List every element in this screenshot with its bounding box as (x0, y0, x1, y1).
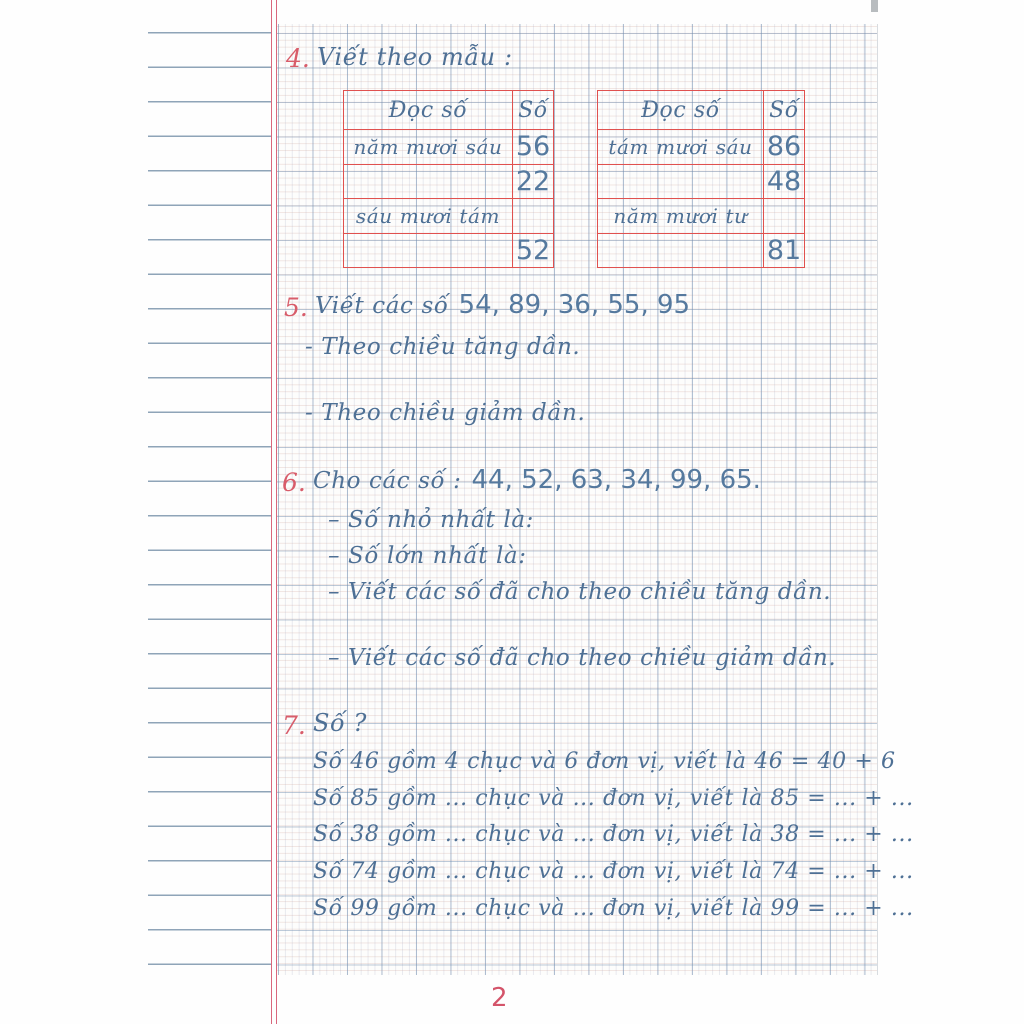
table-header-row (344, 91, 553, 129)
table-row (598, 233, 804, 268)
exercise6-item-ascending: – Viết các số đã cho theo chiều tăng dần. (328, 579, 832, 605)
exercise4-title: Viết theo mẫu : (317, 43, 513, 71)
cell-number: 48 (766, 165, 802, 197)
cell-read (344, 130, 513, 164)
exercise7-line-74: Số 74 gồm ... chục và ... đơn vị, viết là 74 = ... + ... (313, 859, 914, 884)
table-row (344, 198, 553, 233)
exercise7-line-85: Số 85 gồm ... chục và ... đơn vị, viết là 85 = ... + ... (313, 786, 914, 811)
cell-num (764, 130, 804, 164)
cell-read (598, 130, 764, 164)
header-cell-so (513, 91, 553, 129)
table-row (598, 198, 804, 233)
cell-read (598, 165, 764, 199)
cell-text: năm mươi sáu (353, 134, 503, 159)
cell-read (344, 234, 513, 268)
exercise6-item-descending: – Viết các số đã cho theo chiều giảm dần. (328, 645, 837, 671)
exercise6-title-numbers: 44, 52, 63, 34, 99, 65. (471, 465, 761, 495)
cell-read (598, 234, 764, 268)
table-row (598, 129, 804, 164)
cell-num (764, 234, 804, 268)
page-number: 2 (491, 983, 508, 1013)
table-row (344, 129, 553, 164)
exercise7-line-38: Số 38 gồm ... chục và ... đơn vị, viết là 38 = ... + ... (313, 822, 914, 847)
exercise5-title (315, 290, 690, 320)
cell-num (513, 234, 553, 268)
exercise4-table-2 (597, 90, 805, 268)
exercise5-number: 5. (284, 293, 308, 322)
header-label: Số (518, 97, 548, 123)
cell-number: 52 (515, 234, 551, 266)
cell-read (344, 199, 513, 233)
table-header-row (598, 91, 804, 129)
header-cell-so (764, 91, 804, 129)
exercise5-title-numbers: 54, 89, 36, 55, 95 (458, 290, 691, 320)
cell-text: tám mươi sáu (608, 134, 753, 159)
table-row (598, 164, 804, 199)
cell-number: 86 (766, 131, 802, 163)
header-label: Đọc số (641, 97, 720, 123)
exercise4-table-1 (343, 90, 554, 268)
exercise6-number: 6. (282, 468, 306, 497)
cell-text: năm mươi tư (613, 203, 748, 228)
exercise4-number: 4. (286, 44, 310, 73)
cell-num (513, 130, 553, 164)
exercise6-item-largest: – Số lớn nhất là: (328, 543, 527, 569)
cell-num (764, 199, 804, 233)
table-row (344, 233, 553, 268)
exercise6-title-text: Cho các số : (313, 468, 462, 494)
header-label: Số (769, 97, 799, 123)
header-label: Đọc số (388, 97, 468, 123)
exercise7-line-46: Số 46 gồm 4 chục và 6 đơn vị, viết là 46 = 40 + 6 (313, 749, 896, 774)
exercise6-item-smallest: – Số nhỏ nhất là: (328, 507, 535, 533)
exercise5-item-ascending: - Theo chiều tăng dần. (305, 334, 581, 360)
exercise7-number: 7. (282, 711, 306, 740)
cell-read (598, 199, 764, 233)
facing-page-ruled-lines (148, 30, 272, 970)
header-cell-doc-so (598, 91, 764, 129)
cell-text: sáu mươi tám (355, 203, 501, 228)
cell-number: 22 (515, 165, 551, 197)
cell-number: 81 (766, 234, 802, 266)
cell-num (513, 165, 553, 199)
cell-number: 56 (515, 131, 551, 163)
exercise7-title: Số ? (313, 709, 368, 737)
exercise7-line-99: Số 99 gồm ... chục và ... đơn vị, viết là 99 = ... + ... (313, 896, 914, 921)
exercise5-title-text: Viết các số (315, 293, 449, 319)
cell-read (344, 165, 513, 199)
header-cell-doc-so (344, 91, 513, 129)
exercise5-item-descending: - Theo chiều giảm dần. (305, 400, 586, 426)
table-row (344, 164, 553, 199)
exercise6-title (313, 465, 761, 495)
scan-artifact (871, 0, 878, 12)
cell-num (764, 165, 804, 199)
cell-num (513, 199, 553, 233)
